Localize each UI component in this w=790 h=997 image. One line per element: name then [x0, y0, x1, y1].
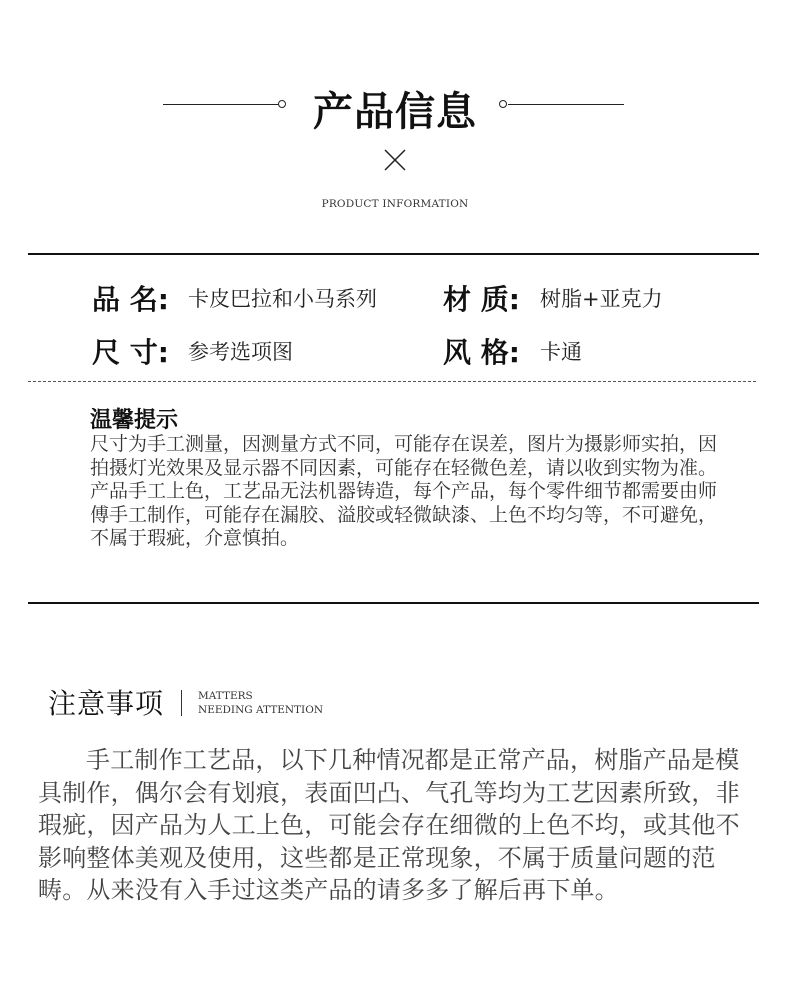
size-value: 参考选项图	[188, 340, 293, 364]
attention-separator	[181, 690, 182, 716]
material-key: 材 质:	[443, 283, 520, 316]
attention-subtitle-line1: MATTERS	[198, 690, 253, 702]
page-subtitle: PRODUCT INFORMATION	[321, 198, 469, 210]
attention-title: 注意事项	[48, 687, 165, 720]
style-key: 风 格:	[443, 336, 520, 369]
size-key: 尺 寸:	[92, 336, 169, 369]
x-cross-icon	[382, 147, 408, 173]
tips-title: 温馨提示	[90, 408, 179, 433]
attention-body: 手工制作工艺品，以下几种情况都是正常产品，树脂产品是模具制作，偶尔会有划痕，表面凹凸、气孔等均为工艺因素所致，非瑕疵，因产品为人工上色，可能会存在细微的上色不均，或其他不影响整体美观及使用，这些都是正常现象，不属于质量问题的范畴。从来没有入手过这类产品的请多多了解后再下单。	[38, 746, 740, 904]
name-key: 品 名:	[92, 283, 169, 316]
tips-body: 尺寸为手工测量，因测量方式不同，可能存在误差，图片为摄影师实拍，因拍摄灯光效果及显示器不同因素，可能存在轻微色差，请以收到实物为准。产品手工上色，工艺品无法机器铸造，每个产品，每个零件细节都需要由师傅手工制作，可能存在漏胶、溢胶或轻微缺漆、上色不均匀等，不可避免，不属于瑕疵，介意慎拍。	[90, 433, 718, 549]
material-value: 树脂+亚克力	[540, 287, 663, 311]
style-value: 卡通	[540, 340, 582, 364]
name-value: 卡皮巴拉和小马系列	[188, 287, 377, 311]
title-right-line	[508, 104, 624, 105]
top-rule	[28, 253, 759, 255]
page-title: 产品信息	[313, 89, 477, 135]
attention-subtitle-line2: NEEDING ATTENTION	[198, 704, 324, 716]
dashed-divider	[28, 381, 756, 382]
bottom-rule	[28, 602, 759, 604]
attention-subtitle	[198, 689, 323, 717]
title-right-dot	[499, 100, 507, 108]
